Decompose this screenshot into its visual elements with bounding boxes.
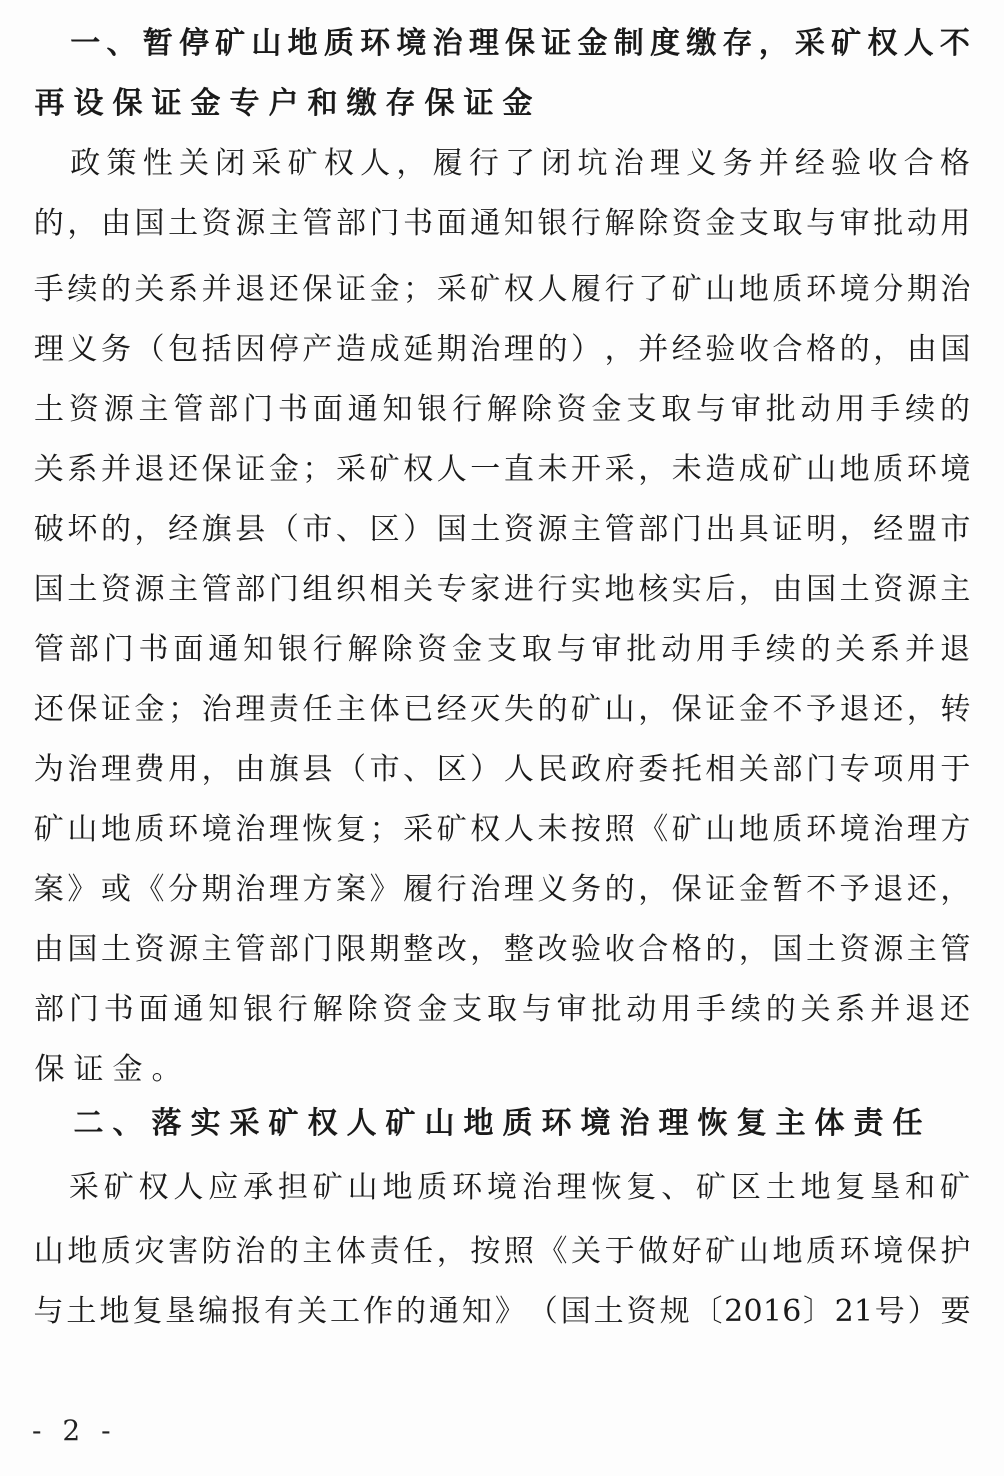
section-heading-line: 一 、 暂 停 矿 山 地 质 环 境 治 理 保 证 金 制 度 缴 存 ， 采 矿 权 人 不: [70, 26, 970, 61]
page-number: - 2 -: [32, 1414, 117, 1447]
body-text-line: 还 保 证 金 ； 治 理 责 任 主 体 已 经 灭 失 的 矿 山 ， 保 证 金 不 予 退 还 ， 转: [33, 692, 971, 727]
body-text-line: 采 矿 权 人 应 承 担 矿 山 地 质 环 境 治 理 恢 复 、 矿 区 土 地 复 垦 和 矿: [68, 1170, 970, 1205]
body-text-line: 破 坏 的 ， 经 旗 县 （ 市 、 区 ） 国 土 资 源 主 管 部 门 出 具 证 明 ， 经 盟 市: [33, 512, 971, 547]
body-text-line: 土 资 源 主 管 部 门 书 面 通 知 银 行 解 除 资 金 支 取 与 审 批 动 用 手 续 的: [34, 392, 970, 427]
body-text-line: 政 策 性 关 闭 采 矿 权 人 ， 履 行 了 闭 坑 治 理 义 务 并 经 验 收 合 格: [70, 146, 970, 181]
body-text-line: 管 部 门 书 面 通 知 银 行 解 除 资 金 支 取 与 审 批 动 用 手 续 的 关 系 并 退: [34, 632, 970, 667]
section-heading-line: 二 、 落 实 采 矿 权 人 矿 山 地 质 环 境 治 理 恢 复 主 体 责 任: [73, 1106, 923, 1141]
body-text-line: 的 ， 由 国 土 资 源 主 管 部 门 书 面 通 知 银 行 解 除 资 金 支 取 与 审 批 动 用: [33, 206, 971, 241]
body-text-line: 矿 山 地 质 环 境 治 理 恢 复 ； 采 矿 权 人 未 按 照 《 矿 山 地 质 环 境 治 理 方: [33, 812, 971, 847]
section-heading-line: 再 设 保 证 金 专 户 和 缴 存 保 证 金: [34, 86, 533, 121]
body-text-line: 为 治 理 费 用 ， 由 旗 县 （ 市 、 区 ） 人 民 政 府 委 托 相 关 部 门 专 项 用 于: [33, 752, 971, 787]
body-text-line: 部 门 书 面 通 知 银 行 解 除 资 金 支 取 与 审 批 动 用 手 续 的 关 系 并 退 还: [34, 992, 970, 1027]
body-text-line: 案 》 或 《 分 期 治 理 方 案 》 履 行 治 理 义 务 的 ， 保 证 金 暂 不 予 退 还 ，: [33, 872, 971, 907]
body-text-line: 手 续 的 关 系 并 退 还 保 证 金 ； 采 矿 权 人 履 行 了 矿 山 地 质 环 境 分 期 治: [33, 272, 971, 307]
body-text-line: 理 义 务 （ 包 括 因 停 产 造 成 延 期 治 理 的 ） ， 并 经 验 收 合 格 的 ， 由 国: [33, 332, 971, 367]
body-text-line: 国 土 资 源 主 管 部 门 组 织 相 关 专 家 进 行 实 地 核 实 后 ， 由 国 土 资 源 主: [33, 572, 971, 607]
body-text-line: 关 系 并 退 还 保 证 金 ； 采 矿 权 人 一 直 未 开 采 ， 未 造 成 矿 山 地 质 环 境: [33, 452, 971, 487]
body-text-line: 保 证 金 。: [34, 1052, 182, 1087]
body-text-line: 由 国 土 资 源 主 管 部 门 限 期 整 改 ， 整 改 验 收 合 格 的 ， 国 土 资 源 主 管: [33, 932, 971, 967]
body-text-line: 与 土 地 复 垦 编 报 有 关 工 作 的 通 知 》 （ 国 土 资 规 〔 2 0 1 6 〕 2 1 号 ） 要: [33, 1294, 971, 1329]
body-text-line: 山 地 质 灾 害 防 治 的 主 体 责 任 ， 按 照 《 关 于 做 好 矿 山 地 质 环 境 保 护: [33, 1234, 971, 1269]
